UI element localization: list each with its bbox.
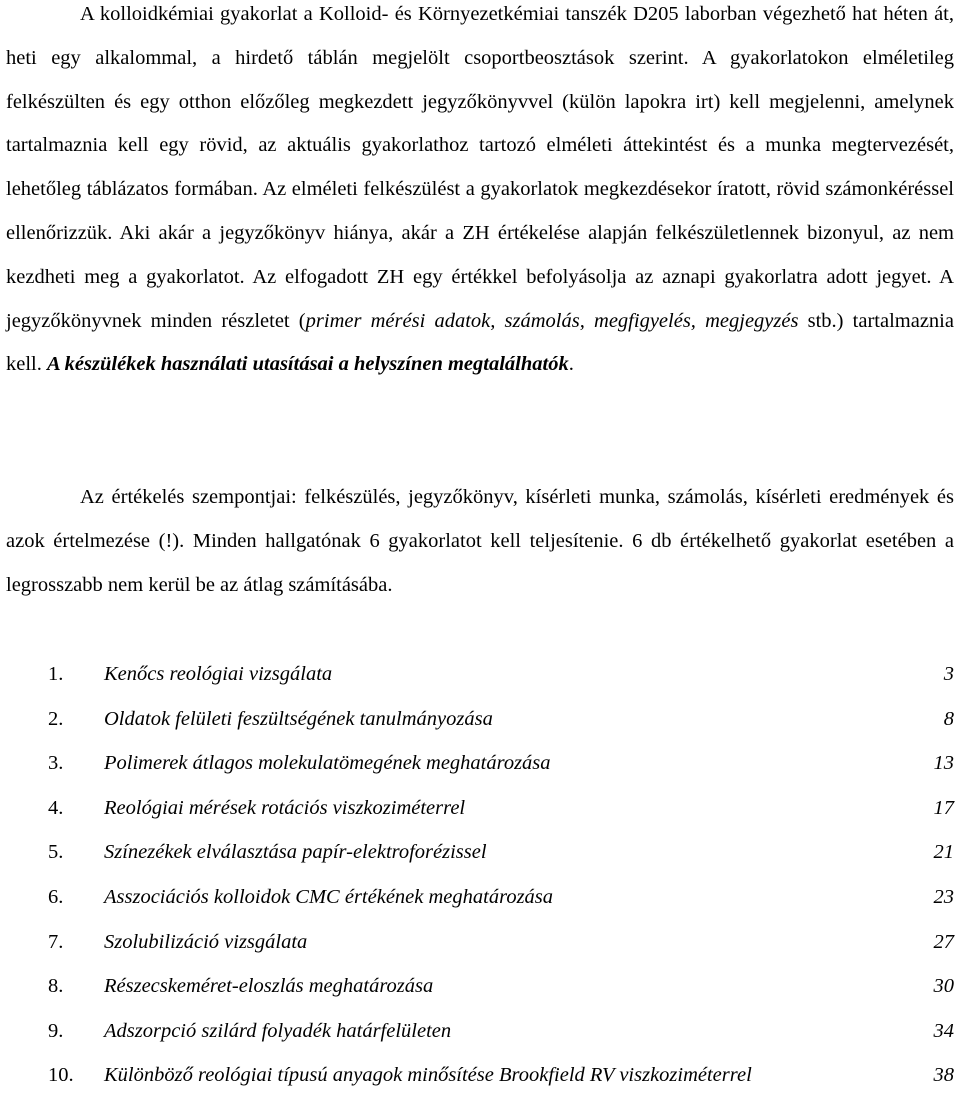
toc-row [6,786,954,831]
toc-title: Különböző reológiai típusú anyagok minősítése Brookfield RV viszkoziméterrel [104,1064,752,1087]
toc-number: 3. [48,752,64,775]
intro-sentence-5-end: . [568,353,574,376]
toc-number: 1. [48,663,64,685]
toc-title: Asszociációs kolloidok CMC értékének meghatározása [104,885,554,908]
toc-number: 4. [48,796,64,819]
toc-row [6,697,954,742]
toc-page-number: 17 [933,796,954,819]
toc-number: 2. [48,707,64,730]
toc-row [6,920,954,965]
intro-sentence-2: Az elméleti felkészülést a gyakorlatok megkezdésekor íratott, rövid számonkéréssel ellenőrizzük. [6,178,954,244]
toc-title: Reológiai mérések rotációs viszkoziméterrel [104,796,466,819]
toc-page-number: 21 [933,841,954,864]
toc-row [6,830,954,875]
evaluation-paragraph: Az értékelés szempontjai: felkészülés, jegyzőkönyv, kísérleti munka, számolás, kísérleti eredmények és azok értelmezése (!). Minden hallgatónak 6 gyakorlatot kell teljesítenie. 6 db értékelhető gyakorlat esetében a legrosszabb nem kerül be az átlag számításába. [6,486,954,596]
intro-sentence-4-end: stb.) tartalmaznia kell. [6,309,954,376]
intro-bold-italic-note: A készülékek használati utasításai a helyszínen megtalálhatók [47,353,569,376]
toc-page-number: 30 [933,975,954,998]
toc-number: 8. [48,975,64,998]
toc-row [6,1053,954,1098]
toc-row [6,964,954,1009]
toc-title: Adszorpció szilárd folyadék határfelületen [104,1019,452,1042]
toc-page-number: 38 [933,1064,954,1087]
toc-title: Polimerek átlagos molekulatömegének meghatározása [104,752,551,775]
toc-page-number: 13 [933,752,954,775]
toc-page-number: 23 [933,885,954,908]
toc-number: 9. [48,1019,64,1042]
toc-number: 6. [48,885,64,908]
table-of-contents [6,652,954,1098]
toc-row [6,652,954,697]
intro-sentence-4: Az elfogadott ZH egy értékkel befolyásolja az aznapi gyakorlatra adott jegyet. A jegyzőkönyvnek minden részletet ( [6,265,954,332]
toc-row [6,1009,954,1054]
toc-title: Szolubilizáció vizsgálata [104,930,308,953]
toc-title: Oldatok felületi feszültségének tanulmányozása [104,707,493,730]
toc-page-number: 8 [943,707,954,730]
toc-page-number: 27 [933,930,954,953]
toc-row [6,741,954,786]
toc-title: Részecskeméret-eloszlás meghatározása [104,975,434,998]
toc-number: 5. [48,841,64,864]
toc-page-number: 3 [943,663,954,685]
toc-title: Színezékek elválasztása papír-elektroforézissel [104,841,487,864]
toc-page-number: 34 [933,1019,954,1042]
intro-paragraph [6,0,954,387]
intro-sentence-3: Aki akár a jegyzőkönyv hiánya, akár a ZH értékelése alapján felkészületlennek bizonyul, az nem kezdheti meg a gyakorlatot. [6,221,954,288]
intro-italic-list: primer mérési adatok, számolás, megfigyelés, megjegyzés [305,309,799,332]
toc-number: 7. [48,930,64,953]
toc-title: Kenőcs reológiai vizsgálata [104,663,333,685]
toc-row [6,875,954,920]
toc-number: 10. [48,1064,74,1087]
intro-sentence-1: A kolloidkémiai gyakorlat a Kolloid- és Környezetkémiai tanszék D205 laborban végezhető hat héten át, heti egy alkalommal, a hirdető táblán megjelölt csoportbeosztások szerint. A gyakorlatokon elméletileg felkészülten és egy otthon előzőleg megkezdett jegyzőkönyvvel (külön lapokra irt) kell megjelenni, amelynek tartalmaznia kell egy rövid, az aktuális gyakorlathoz tartozó elméleti áttekintést és a munka megtervezését, lehetőleg táblázatos formában. [6,3,954,201]
